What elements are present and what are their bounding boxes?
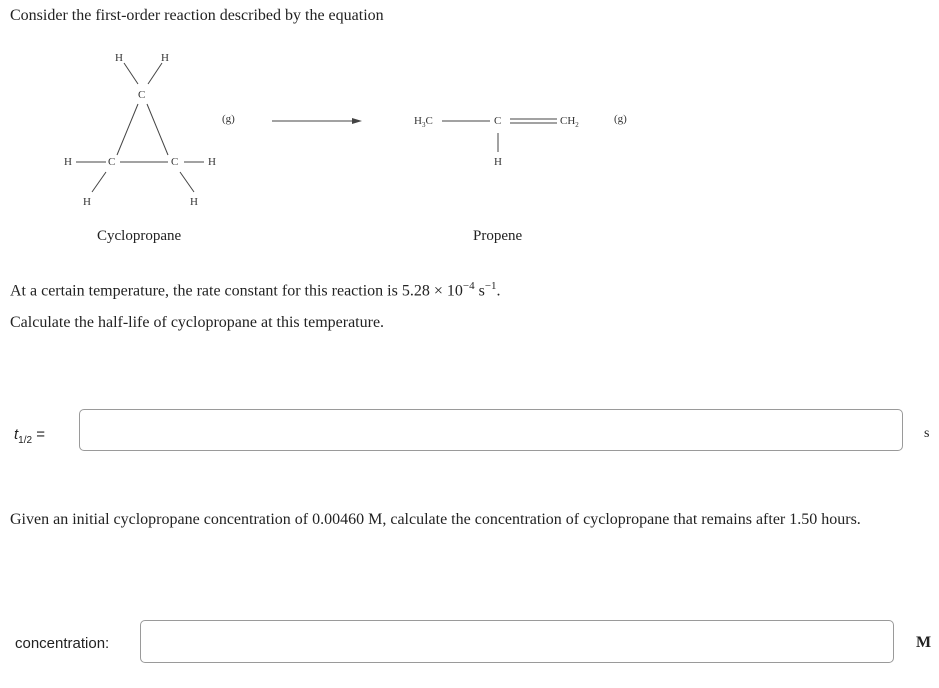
concentration-input[interactable] — [140, 620, 894, 663]
intro-text: Consider the first-order reaction described by the equation — [10, 7, 384, 24]
bond-ring-left — [117, 104, 138, 155]
product-caption: Propene — [473, 228, 523, 244]
bond-top-h-right — [148, 63, 162, 84]
bond-bottom-right-h — [180, 172, 194, 192]
atom-c: C — [171, 156, 179, 168]
atom-c: C — [138, 89, 146, 101]
atom-h: H — [494, 156, 502, 168]
propene-methyl: $H_3C$ — [414, 115, 433, 130]
atom-h: H — [208, 156, 216, 168]
reactant-caption: Cyclopropane — [97, 228, 182, 244]
atom-h: H — [161, 52, 169, 64]
half-life-input[interactable] — [79, 409, 903, 451]
atom-h: H — [190, 196, 198, 208]
atom-h: H — [83, 196, 91, 208]
phase-label: (g) — [222, 113, 235, 125]
half-life-label: $t_{1/2}$ = — [14, 426, 46, 446]
question-concentration: Given an initial cyclopropane concentration of 0.00460 M, calculate the concentration of cyclopropane that remains after 1.50 hours. — [10, 511, 861, 528]
question-half-life: Calculate the half-life of cyclopropane at this temperature. — [10, 314, 385, 331]
atom-c: C — [108, 156, 116, 168]
propene-methylene: $CH_2$ — [560, 115, 579, 130]
phase-label: (g) — [614, 113, 627, 125]
bond-top-h-left — [124, 63, 138, 84]
concentration-unit: M — [916, 634, 932, 651]
atom-c: C — [494, 115, 502, 127]
atom-h: H — [115, 52, 123, 64]
bond-bottom-left-h — [92, 172, 106, 192]
rate-constant-text: At a certain temperature, the rate constant for this reaction is $5.28 \times 10^{-4}$ $s^{-1}$. — [10, 280, 501, 300]
reaction-bonds — [0, 0, 939, 260]
concentration-label: concentration: — [15, 635, 110, 652]
atom-h: H — [64, 156, 72, 168]
half-life-unit: s — [924, 426, 930, 441]
arrow-head-icon — [352, 118, 362, 124]
bond-ring-right — [147, 104, 168, 155]
